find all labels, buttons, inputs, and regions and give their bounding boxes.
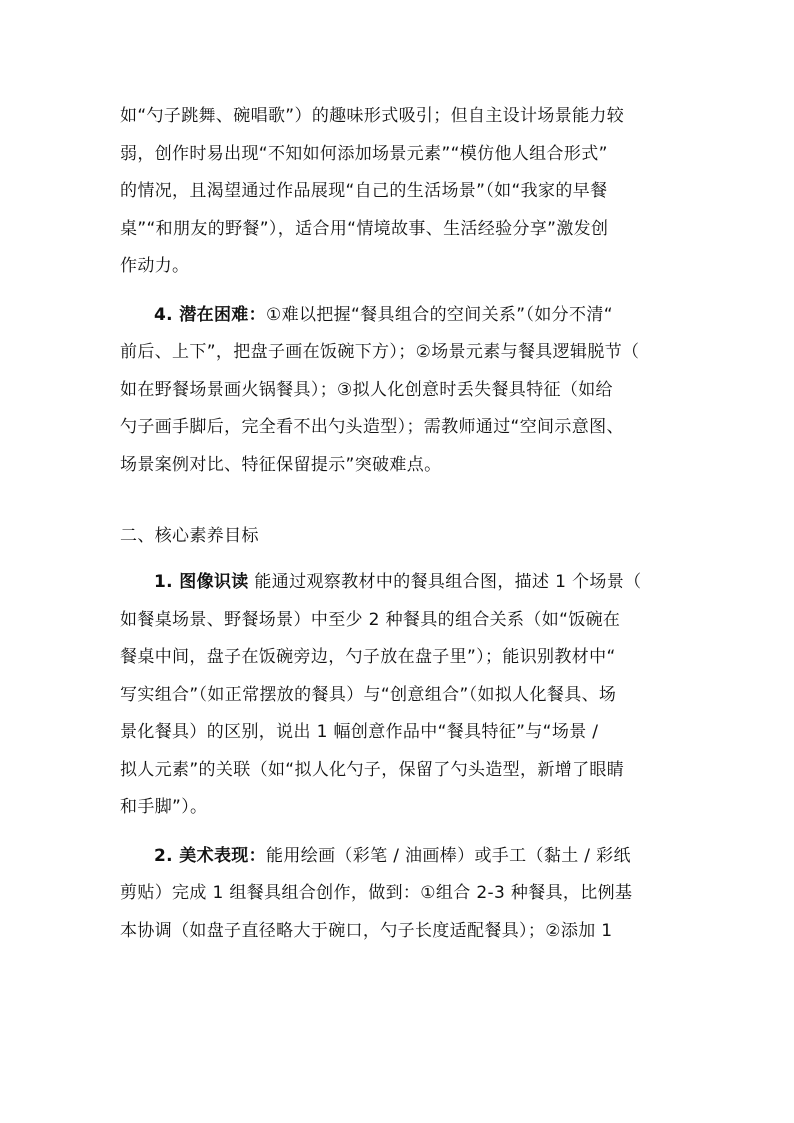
difficulty-first-line: ①难以把握“餐具组合的空间关系”（如分不清“ [266, 304, 613, 325]
text-line: 如餐桌场景、野餐场景）中至少 2 种餐具的组合关系（如“饭碗在 [120, 609, 621, 630]
text-line: 勺子画手脚后，完全看不出勺头造型）；需教师通过“空间示意图、 [120, 417, 624, 437]
text-line: 本协调（如盘子直径略大于碗口，勺子长度适配餐具）；②添加 1 [120, 920, 613, 941]
text-line: 景化餐具）的区别，说出 1 幅创意作品中“餐具特征”与“场景 / [120, 722, 599, 742]
art-expression-label: 2. 美术表现： [154, 845, 267, 866]
text-line: 如“勺子跳舞、碗唱歌”）的趣味形式吸引；但自主设计场景能力较 [120, 106, 625, 126]
text-line: 前后、上下”，把盘子画在饭碗下方）；②场景元素与餐具逻辑脱节（ [120, 342, 640, 362]
text-line: 拟人元素”的关联（如“拟人化勺子，保留了勺头造型，新增了眼睛 [120, 759, 625, 780]
art-expression-first-line: 能用绘画（彩笔 / 油画棒）或手工（黏土 / 彩纸 [266, 845, 631, 866]
text-line [120, 838, 676, 876]
text-line: 场景案例对比、特征保留提示”突破难点。 [120, 454, 442, 475]
text-line [120, 297, 676, 335]
text-line: 写实组合”（如正常摆放的餐具）与“创意组合”（如拟人化餐具、场 [120, 684, 617, 705]
section-heading: 二、核心素养目标 [120, 526, 259, 546]
image-reading-paragraph [120, 564, 676, 827]
text-line: 餐桌中间，盘子在饭碗旁边，勺子放在盘子里”）；能识别教材中“ [120, 647, 616, 667]
text-line: 剪贴）完成 1 组餐具组合创作，做到：①组合 2-3 种餐具，比例基 [120, 883, 633, 903]
text-line: 桌”“和朋友的野餐”），适合用“情境故事、生活经验分享”激发创 [120, 218, 609, 239]
text-line: 的情况，且渴望通过作品展现“自己的生活场景”（如“我家的早餐 [120, 181, 608, 201]
intro-paragraph [120, 98, 676, 286]
image-reading-label: 1. 图像识读 [154, 572, 249, 592]
image-reading-first-line: 能通过观察教材中的餐具组合图，描述 1 个场景（ [254, 572, 642, 592]
difficulty-paragraph [120, 297, 676, 485]
text-line [120, 564, 676, 602]
art-expression-paragraph [120, 838, 676, 951]
text-line: 作动力。 [120, 256, 190, 276]
text-line: 如在野餐场景画火锅餐具）；③拟人化创意时丢失餐具特征（如给 [120, 379, 613, 400]
text-line: 弱，创作时易出现“不知如何添加场景元素”“模仿他人组合形式” [120, 143, 608, 164]
document-body [120, 98, 676, 950]
text-line: 和手脚”）。 [120, 797, 208, 817]
difficulty-label: 4. 潜在困难： [154, 304, 267, 325]
